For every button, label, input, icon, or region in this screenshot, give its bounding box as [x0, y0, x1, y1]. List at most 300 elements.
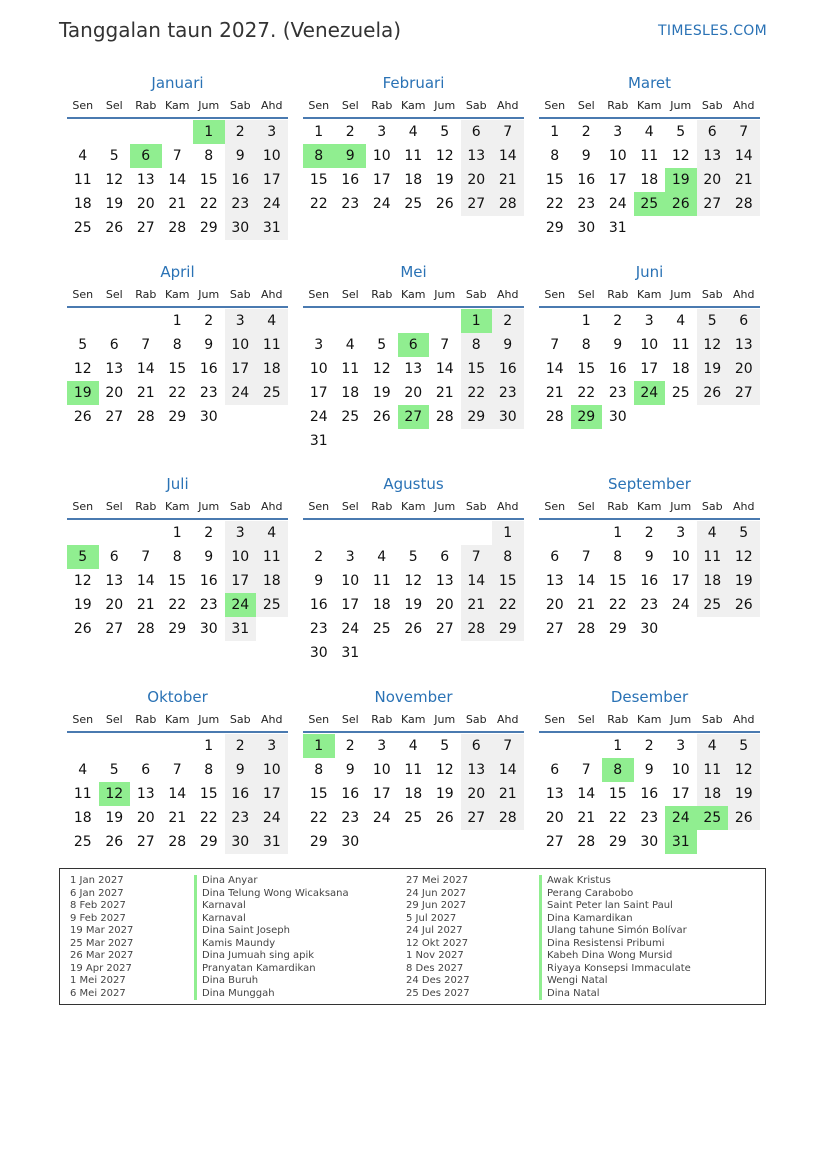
- day-cell: 23: [640, 597, 659, 613]
- day-cell: 7: [492, 120, 524, 144]
- day-cell: 18: [73, 810, 92, 826]
- day-cell: 4: [345, 337, 355, 353]
- weekday-label: Jum: [198, 99, 220, 112]
- weekday-label: Rab: [135, 500, 157, 513]
- day-cell: 9: [345, 762, 355, 778]
- day-cell: 28: [461, 617, 493, 641]
- day-cell: 10: [225, 545, 257, 569]
- day-cell: 17: [256, 782, 288, 806]
- month-september: [539, 472, 760, 641]
- day-cell: 20: [697, 168, 729, 192]
- day-cell: 22: [168, 385, 187, 401]
- month-juni: [539, 260, 760, 429]
- legend-holiday-name: Kamis Maundy: [194, 938, 349, 951]
- weekday-label: Sen: [544, 713, 566, 726]
- day-cell: 12: [105, 172, 124, 188]
- day-cell: 30: [492, 405, 524, 429]
- day-cell: 27: [136, 834, 155, 850]
- day-cell: 3: [345, 549, 355, 565]
- day-cell: 21: [461, 593, 493, 617]
- day-cell: 2: [644, 525, 654, 541]
- holiday-day-cell: 6: [398, 333, 430, 357]
- day-cell: 19: [105, 196, 124, 212]
- day-cell: 27: [461, 192, 493, 216]
- day-cell: 6: [697, 120, 729, 144]
- month-oktober: [67, 685, 288, 854]
- weekday-header: [539, 709, 760, 733]
- day-cell: 30: [225, 830, 257, 854]
- day-cell: 1: [172, 313, 182, 329]
- weekday-label: Ahd: [261, 288, 283, 301]
- day-cell: 1: [581, 313, 591, 329]
- day-cell: 15: [577, 361, 596, 377]
- day-cell: 10: [640, 337, 659, 353]
- day-cell: 24: [256, 806, 288, 830]
- day-cell: 14: [492, 144, 524, 168]
- holiday-day-cell: 8: [303, 144, 335, 168]
- day-cell: 15: [168, 573, 187, 589]
- weekday-label: Sel: [341, 713, 359, 726]
- empty-cell: [67, 120, 99, 144]
- empty-cell: [429, 521, 461, 545]
- weekday-header: [539, 496, 760, 520]
- weekday-header: [67, 496, 288, 520]
- day-cell: 21: [168, 196, 187, 212]
- day-cell: 28: [492, 806, 524, 830]
- day-cell: 6: [109, 337, 119, 353]
- empty-cell: [162, 734, 194, 758]
- weekday-label: Kam: [165, 713, 190, 726]
- month-name: November: [374, 688, 453, 706]
- day-cell: 21: [728, 168, 760, 192]
- weekday-header: [539, 284, 760, 308]
- day-cell: 6: [440, 549, 450, 565]
- day-cell: 20: [461, 168, 493, 192]
- day-cell: 29: [608, 834, 627, 850]
- weekday-label: Rab: [135, 288, 157, 301]
- day-cell: 9: [644, 762, 654, 778]
- month-november: [303, 685, 524, 854]
- day-cell: 17: [372, 172, 391, 188]
- day-cell: 19: [105, 810, 124, 826]
- empty-cell: [130, 309, 162, 333]
- day-cell: 24: [309, 409, 328, 425]
- day-cell: 5: [78, 337, 88, 353]
- day-cell: 11: [73, 786, 92, 802]
- day-cell: 24: [372, 196, 391, 212]
- weekday-label: Kam: [637, 500, 662, 513]
- day-cell: 26: [404, 621, 423, 637]
- day-cell: 30: [199, 409, 218, 425]
- weekday-label: Sel: [105, 99, 123, 112]
- holiday-day-cell: 6: [130, 144, 162, 168]
- day-cell: 19: [435, 172, 454, 188]
- day-cell: 3: [644, 313, 654, 329]
- day-cell: 18: [404, 172, 423, 188]
- day-cell: 12: [728, 545, 760, 569]
- day-cell: 15: [608, 573, 627, 589]
- day-cell: 4: [676, 313, 686, 329]
- holiday-day-cell: 24: [225, 593, 257, 617]
- legend-date: 1 Jan 2027: [70, 875, 124, 886]
- day-cell: 21: [435, 385, 454, 401]
- empty-cell: [303, 309, 335, 333]
- day-cell: 10: [372, 148, 391, 164]
- day-cell: 11: [671, 337, 690, 353]
- empty-cell: [429, 309, 461, 333]
- month-name: Juli: [166, 475, 189, 493]
- day-cell: 31: [256, 830, 288, 854]
- day-cell: 23: [309, 621, 328, 637]
- legend-holiday-name: Dina Telung Wong Wicaksana: [194, 888, 349, 901]
- empty-cell: [366, 521, 398, 545]
- day-cell: 13: [105, 361, 124, 377]
- weekday-label: Rab: [607, 713, 629, 726]
- weekday-label: Sel: [577, 99, 595, 112]
- day-cell: 13: [105, 573, 124, 589]
- empty-cell: [539, 521, 571, 545]
- month-name: Januari: [151, 74, 204, 92]
- day-cell: 7: [172, 148, 182, 164]
- empty-cell: [99, 120, 131, 144]
- day-cell: 26: [435, 196, 454, 212]
- day-cell: 26: [105, 220, 124, 236]
- day-cell: 9: [581, 148, 591, 164]
- legend-holiday-name: Dina Saint Joseph: [194, 925, 349, 938]
- day-cell: 24: [341, 621, 360, 637]
- site-logo-link[interactable]: TIMESLES.COM: [658, 23, 767, 39]
- day-cell: 4: [644, 124, 654, 140]
- weekday-label: Ahd: [733, 500, 755, 513]
- day-cell: 13: [136, 786, 155, 802]
- day-cell: 3: [613, 124, 623, 140]
- day-cell: 13: [461, 758, 493, 782]
- day-cell: 8: [172, 549, 182, 565]
- month-april: [67, 260, 288, 429]
- day-cell: 20: [435, 597, 454, 613]
- weekday-header: [67, 284, 288, 308]
- weekday-label: Jum: [198, 500, 220, 513]
- empty-cell: [398, 309, 430, 333]
- day-cell: 7: [550, 337, 560, 353]
- day-cell: 2: [204, 525, 214, 541]
- day-cell: 25: [256, 381, 288, 405]
- day-cell: 6: [728, 309, 760, 333]
- weekday-label: Sen: [72, 500, 94, 513]
- weekday-label: Sab: [465, 288, 487, 301]
- empty-cell: [67, 521, 99, 545]
- month-name: Februari: [382, 74, 445, 92]
- day-cell: 19: [435, 786, 454, 802]
- weekday-header: [67, 709, 288, 733]
- day-cell: 17: [671, 573, 690, 589]
- day-cell: 12: [73, 573, 92, 589]
- day-cell: 5: [676, 124, 686, 140]
- day-cell: 6: [461, 734, 493, 758]
- weekday-label: Jum: [434, 288, 456, 301]
- day-cell: 25: [73, 834, 92, 850]
- weekday-label: Sen: [308, 288, 330, 301]
- legend-date: 27 Mei 2027: [406, 875, 469, 886]
- empty-cell: [99, 309, 131, 333]
- holiday-day-cell: 9: [335, 144, 367, 168]
- legend-holiday-name: Saint Peter lan Saint Paul: [539, 900, 691, 913]
- weekday-label: Sab: [229, 99, 251, 112]
- weekday-label: Ahd: [261, 500, 283, 513]
- weekday-label: Jum: [434, 99, 456, 112]
- day-cell: 15: [199, 172, 218, 188]
- legend-holiday-name: Dina Anyar: [194, 875, 349, 888]
- day-cell: 6: [550, 762, 560, 778]
- day-grid: [67, 120, 288, 240]
- day-cell: 26: [697, 381, 729, 405]
- weekday-label: Rab: [607, 288, 629, 301]
- day-cell: 16: [608, 361, 627, 377]
- weekday-label: Kam: [401, 713, 426, 726]
- day-cell: 17: [225, 357, 257, 381]
- month-mei: [303, 260, 524, 453]
- legend-date: 8 Des 2027: [406, 962, 464, 974]
- legend-date: 5 Jul 2027: [406, 912, 457, 924]
- legend-date: 6 Mei 2027: [70, 987, 126, 999]
- day-cell: 27: [136, 220, 155, 236]
- legend-names-right: [539, 875, 691, 1000]
- weekday-label: Sen: [544, 288, 566, 301]
- weekday-label: Sab: [701, 99, 723, 112]
- day-cell: 26: [73, 409, 92, 425]
- day-cell: 4: [256, 309, 288, 333]
- day-cell: 10: [256, 758, 288, 782]
- holiday-day-cell: 24: [665, 806, 697, 830]
- empty-cell: [571, 734, 603, 758]
- day-cell: 6: [141, 762, 151, 778]
- day-cell: 29: [199, 834, 218, 850]
- weekday-label: Sen: [308, 500, 330, 513]
- legend-date: 12 Okt 2027: [406, 937, 469, 949]
- weekday-label: Sel: [105, 500, 123, 513]
- day-cell: 22: [461, 381, 493, 405]
- weekday-label: Jum: [670, 288, 692, 301]
- day-cell: 5: [440, 124, 450, 140]
- empty-cell: [335, 521, 367, 545]
- day-cell: 3: [314, 337, 324, 353]
- day-cell: 18: [671, 361, 690, 377]
- weekday-label: Sen: [308, 99, 330, 112]
- day-cell: 22: [608, 810, 627, 826]
- weekday-label: Sab: [229, 500, 251, 513]
- day-cell: 10: [341, 573, 360, 589]
- day-cell: 11: [404, 148, 423, 164]
- weekday-header: [539, 95, 760, 119]
- weekday-label: Sab: [229, 713, 251, 726]
- weekday-label: Rab: [371, 288, 393, 301]
- weekday-label: Rab: [371, 99, 393, 112]
- day-cell: 7: [461, 545, 493, 569]
- day-cell: 2: [345, 738, 355, 754]
- legend-holiday-name: Dina Natal: [539, 988, 691, 1001]
- day-cell: 6: [109, 549, 119, 565]
- weekday-label: Jum: [434, 500, 456, 513]
- day-cell: 23: [640, 810, 659, 826]
- day-cell: 16: [225, 782, 257, 806]
- weekday-header: [303, 95, 524, 119]
- day-cell: 17: [671, 786, 690, 802]
- weekday-header: [303, 496, 524, 520]
- holiday-day-cell: 26: [665, 192, 697, 216]
- day-cell: 6: [550, 549, 560, 565]
- day-cell: 8: [204, 148, 214, 164]
- weekday-label: Ahd: [733, 713, 755, 726]
- day-cell: 11: [256, 545, 288, 569]
- day-cell: 23: [341, 810, 360, 826]
- day-cell: 17: [341, 597, 360, 613]
- day-cell: 30: [640, 834, 659, 850]
- day-cell: 3: [676, 525, 686, 541]
- day-cell: 12: [728, 758, 760, 782]
- day-grid: [539, 120, 760, 240]
- day-cell: 15: [608, 786, 627, 802]
- day-cell: 1: [613, 738, 623, 754]
- day-cell: 28: [492, 192, 524, 216]
- day-cell: 20: [545, 597, 564, 613]
- day-cell: 20: [728, 357, 760, 381]
- day-cell: 18: [697, 782, 729, 806]
- day-cell: 24: [671, 597, 690, 613]
- day-cell: 9: [492, 333, 524, 357]
- weekday-label: Ahd: [497, 288, 519, 301]
- day-cell: 14: [168, 786, 187, 802]
- day-cell: 13: [728, 333, 760, 357]
- day-cell: 27: [435, 621, 454, 637]
- legend-holiday-name: Riyaya Konsepsi Immaculate: [539, 963, 691, 976]
- empty-cell: [303, 521, 335, 545]
- day-cell: 2: [225, 734, 257, 758]
- day-cell: 19: [404, 597, 423, 613]
- day-cell: 4: [256, 521, 288, 545]
- weekday-label: Kam: [401, 99, 426, 112]
- day-cell: 25: [671, 385, 690, 401]
- day-cell: 22: [608, 597, 627, 613]
- day-cell: 16: [577, 172, 596, 188]
- empty-cell: [99, 734, 131, 758]
- day-cell: 5: [728, 521, 760, 545]
- legend-holiday-name: Karnaval: [194, 900, 349, 913]
- day-cell: 15: [492, 569, 524, 593]
- day-cell: 3: [256, 120, 288, 144]
- weekday-label: Sel: [105, 713, 123, 726]
- day-cell: 28: [168, 220, 187, 236]
- day-cell: 11: [341, 361, 360, 377]
- day-cell: 29: [309, 834, 328, 850]
- day-grid: [67, 309, 288, 429]
- day-cell: 24: [256, 192, 288, 216]
- day-cell: 30: [199, 621, 218, 637]
- day-cell: 18: [697, 569, 729, 593]
- day-cell: 21: [136, 385, 155, 401]
- day-cell: 4: [78, 148, 88, 164]
- weekday-header: [67, 95, 288, 119]
- day-cell: 4: [408, 124, 418, 140]
- day-cell: 23: [199, 385, 218, 401]
- day-cell: 30: [309, 645, 328, 661]
- legend-holiday-name: Dina Resistensi Pribumi: [539, 938, 691, 951]
- day-cell: 22: [577, 385, 596, 401]
- day-cell: 23: [225, 192, 257, 216]
- weekday-label: Rab: [607, 99, 629, 112]
- day-cell: 8: [492, 545, 524, 569]
- day-cell: 16: [640, 573, 659, 589]
- legend-date: 9 Feb 2027: [70, 912, 126, 924]
- day-cell: 10: [671, 549, 690, 565]
- page-title: Tanggalan taun 2027. (Venezuela): [59, 18, 402, 42]
- day-cell: 12: [372, 361, 391, 377]
- day-cell: 19: [372, 385, 391, 401]
- weekday-label: Sen: [72, 713, 94, 726]
- day-cell: 20: [461, 782, 493, 806]
- month-agustus: [303, 472, 524, 665]
- day-cell: 5: [440, 738, 450, 754]
- day-cell: 8: [581, 337, 591, 353]
- day-cell: 7: [728, 120, 760, 144]
- legend-date: 1 Nov 2027: [406, 950, 464, 961]
- day-cell: 11: [697, 545, 729, 569]
- day-cell: 1: [314, 124, 324, 140]
- day-cell: 2: [644, 738, 654, 754]
- empty-cell: [99, 521, 131, 545]
- holiday-day-cell: 31: [665, 830, 697, 854]
- day-cell: 10: [256, 144, 288, 168]
- legend-date: 19 Mar 2027: [70, 925, 134, 936]
- day-cell: 11: [640, 148, 659, 164]
- day-cell: 27: [105, 409, 124, 425]
- legend-date: 25 Mar 2027: [70, 937, 134, 949]
- month-name: Desember: [610, 688, 689, 706]
- holiday-day-cell: 29: [571, 405, 603, 429]
- holiday-day-cell: 27: [398, 405, 430, 429]
- day-cell: 4: [408, 738, 418, 754]
- day-cell: 31: [225, 617, 257, 641]
- day-cell: 17: [225, 569, 257, 593]
- weekday-label: Rab: [371, 500, 393, 513]
- day-cell: 8: [172, 337, 182, 353]
- month-name: Maret: [627, 74, 672, 92]
- day-cell: 13: [136, 172, 155, 188]
- legend-holiday-name: Kabeh Dina Wong Mursid: [539, 950, 691, 963]
- day-cell: 5: [408, 549, 418, 565]
- day-cell: 14: [577, 573, 596, 589]
- day-cell: 2: [492, 309, 524, 333]
- day-cell: 19: [73, 597, 92, 613]
- day-cell: 12: [697, 333, 729, 357]
- day-cell: 10: [309, 361, 328, 377]
- day-cell: 29: [545, 220, 564, 236]
- day-cell: 5: [109, 762, 119, 778]
- day-cell: 15: [309, 172, 328, 188]
- day-cell: 28: [435, 409, 454, 425]
- weekday-label: Jum: [198, 713, 220, 726]
- day-cell: 13: [697, 144, 729, 168]
- day-cell: 7: [141, 549, 151, 565]
- day-cell: 25: [404, 196, 423, 212]
- day-cell: 7: [440, 337, 450, 353]
- weekday-label: Kam: [637, 288, 662, 301]
- empty-cell: [366, 309, 398, 333]
- day-cell: 23: [199, 597, 218, 613]
- day-cell: 5: [109, 148, 119, 164]
- day-cell: 30: [341, 834, 360, 850]
- day-cell: 9: [225, 144, 257, 168]
- day-cell: 7: [581, 549, 591, 565]
